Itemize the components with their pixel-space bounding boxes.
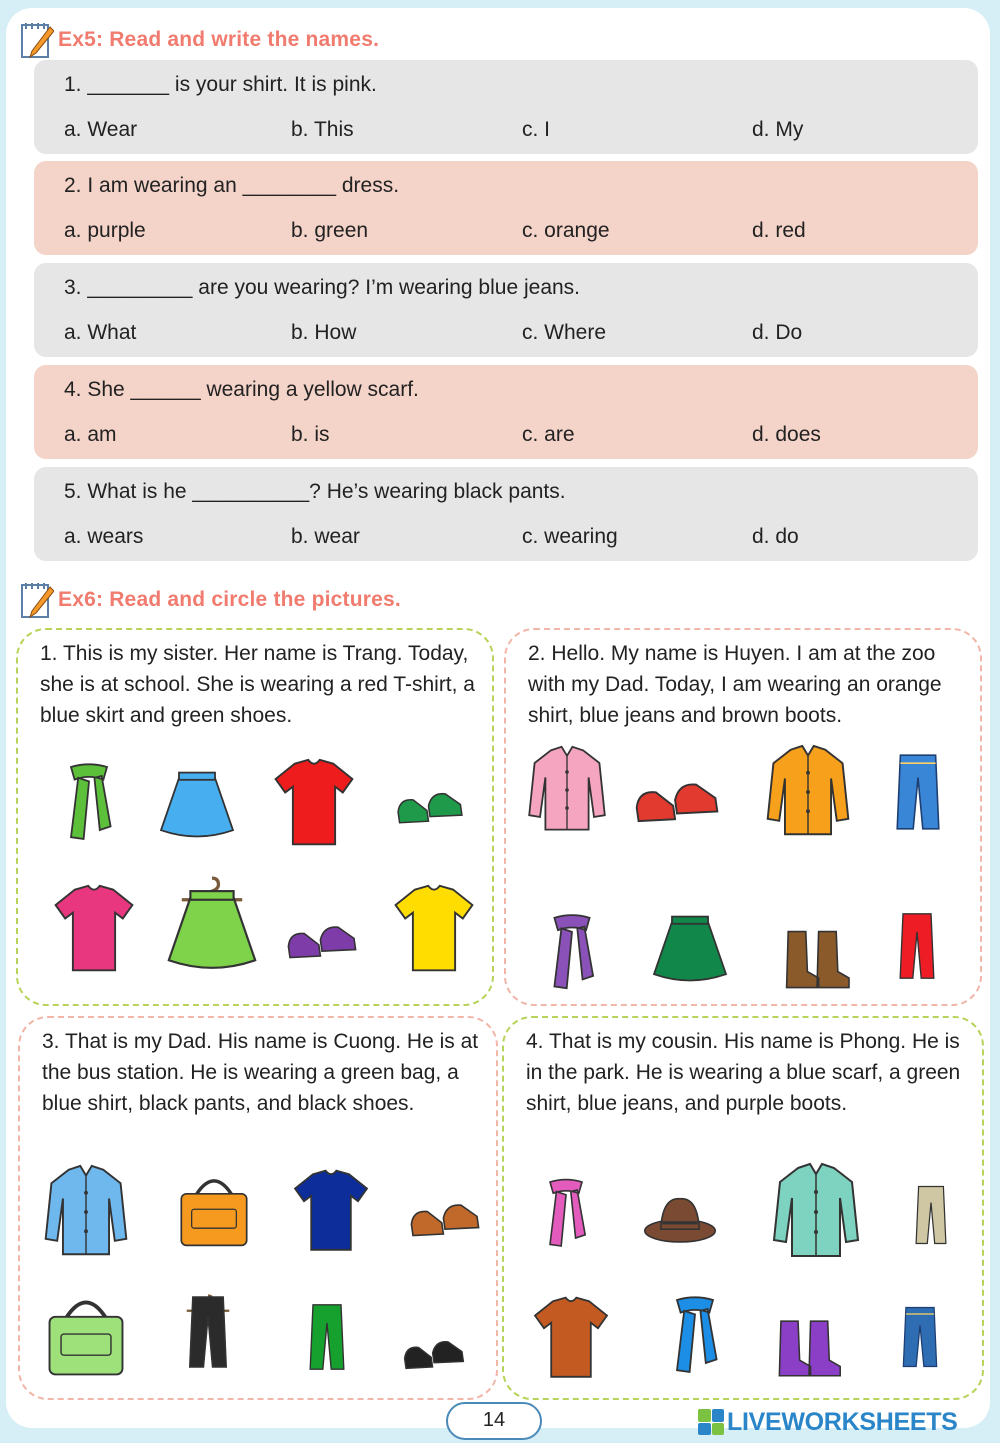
ex5-heading: [20, 20, 379, 60]
option-d[interactable]: d. does: [752, 423, 821, 446]
option-d[interactable]: d. red: [752, 219, 806, 242]
option-a[interactable]: a. Wear: [64, 118, 138, 141]
blue-scarf-icon[interactable]: [650, 1282, 740, 1390]
passage-box-3: [18, 1016, 498, 1400]
option-b[interactable]: b. wear: [291, 525, 360, 548]
green-scarf-icon[interactable]: [44, 758, 134, 848]
option-a[interactable]: a. wears: [64, 525, 144, 548]
option-d[interactable]: d. do: [752, 525, 799, 548]
green-shirt-icon[interactable]: [766, 1160, 866, 1264]
passage-text: 4. That is my cousin. His name is Phong. He is in the park. He is wearing a blue scarf, a green shirt, blue jeans, and purple boots.: [526, 1030, 961, 1115]
ex5-title: Ex5: Read and write the names.: [58, 28, 380, 51]
pink-scarf-icon[interactable]: [526, 1166, 606, 1262]
passage-text: 3. That is my Dad. His name is Cuong. He is at the bus station. He is wearing a green bag, a blue shirt, black pants, and black shoes.: [42, 1030, 479, 1115]
green-pants-icon[interactable]: [292, 1280, 362, 1394]
green-skirt-icon[interactable]: [158, 874, 266, 986]
purple-sneakers-icon[interactable]: [274, 900, 370, 980]
passage-text: 1. This is my sister. Her name is Trang. Today, she is at school. She is wearing a red T-shirt, a blue skirt and green shoes.: [40, 642, 475, 727]
question-row-1: [34, 60, 978, 154]
green-bag-icon[interactable]: [38, 1280, 134, 1392]
purple-boots-icon[interactable]: [768, 1304, 850, 1382]
yellow-tshirt-icon[interactable]: [386, 882, 482, 978]
notepad-pencil-icon: [20, 581, 54, 619]
question-stem: 3. _________ are you wearing? I’m wearing blue jeans.: [64, 276, 581, 299]
orange-shirt-icon[interactable]: [760, 742, 856, 842]
brown-shoes-icon[interactable]: [398, 1178, 492, 1258]
black-shoes-icon[interactable]: [388, 1318, 480, 1388]
pink-shirt-icon[interactable]: [522, 742, 612, 838]
brown-boots-icon[interactable]: [774, 914, 860, 994]
option-c[interactable]: c. wearing: [522, 525, 618, 548]
option-a[interactable]: a. purple: [64, 219, 146, 242]
red-pants-icon[interactable]: [882, 892, 952, 1000]
option-c[interactable]: c. I: [522, 118, 551, 141]
worksheet-page: [6, 8, 990, 1428]
brand-wordmark: LIVEWORKSHEETS: [727, 1407, 958, 1436]
option-a[interactable]: a. am: [64, 423, 117, 446]
question-row-4: [34, 365, 978, 459]
option-c[interactable]: c. orange: [522, 219, 610, 242]
question-stem: 2. I am wearing an ________ dress.: [64, 174, 400, 197]
passage-box-2: [504, 628, 982, 1006]
brand-logo: [698, 1406, 958, 1438]
orange-bag-icon[interactable]: [166, 1168, 262, 1254]
green-skirt-icon[interactable]: [642, 904, 738, 994]
blue-tshirt-icon[interactable]: [286, 1164, 376, 1260]
option-b[interactable]: b. How: [291, 321, 357, 344]
question-row-2: [34, 161, 978, 255]
red-tshirt-icon[interactable]: [266, 756, 362, 852]
red-sneakers-icon[interactable]: [622, 752, 732, 848]
pink-tshirt-icon[interactable]: [46, 882, 142, 978]
brown-hat-icon[interactable]: [628, 1178, 732, 1258]
passage-box-4: [502, 1016, 984, 1400]
khaki-pants-icon[interactable]: [900, 1158, 962, 1272]
option-b[interactable]: b. This: [291, 118, 354, 141]
option-a[interactable]: a. What: [64, 321, 137, 344]
ex6-title: Ex6: Read and circle the pictures.: [58, 588, 401, 611]
option-d[interactable]: d. My: [752, 118, 804, 141]
passage-text: 2. Hello. My name is Huyen. I am at the zoo with my Dad. Today, I am wearing an orange shirt, blue jeans and brown boots.: [528, 642, 942, 727]
blue-skirt-icon[interactable]: [142, 760, 252, 850]
purple-scarf-icon[interactable]: [528, 906, 616, 1000]
page-number: 14: [446, 1402, 542, 1440]
ex6-heading: [20, 580, 401, 620]
blue-shirt-icon[interactable]: [34, 1164, 138, 1260]
option-c[interactable]: c. Where: [522, 321, 607, 344]
option-b[interactable]: b. is: [291, 423, 330, 446]
option-b[interactable]: b. green: [291, 219, 369, 242]
brown-tshirt-icon[interactable]: [526, 1294, 616, 1384]
blue-jeans-icon[interactable]: [878, 740, 958, 844]
option-d[interactable]: d. Do: [752, 321, 803, 344]
blue-jeans-icon[interactable]: [888, 1280, 952, 1394]
option-c[interactable]: c. are: [522, 423, 575, 446]
question-stem: 1. _______ is your shirt. It is pink.: [64, 73, 377, 96]
black-pants-icon[interactable]: [170, 1270, 246, 1394]
question-row-3: [34, 263, 978, 357]
question-row-5: [34, 467, 978, 561]
green-shoes-icon[interactable]: [388, 768, 472, 844]
question-stem: 4. She ______ wearing a yellow scarf.: [64, 378, 419, 401]
liveworksheets-logo-icon: [698, 1409, 724, 1435]
notepad-pencil-icon: [20, 21, 54, 59]
question-stem: 5. What is he __________? He’s wearing black pants.: [64, 480, 566, 503]
passage-box-1: [16, 628, 494, 1006]
